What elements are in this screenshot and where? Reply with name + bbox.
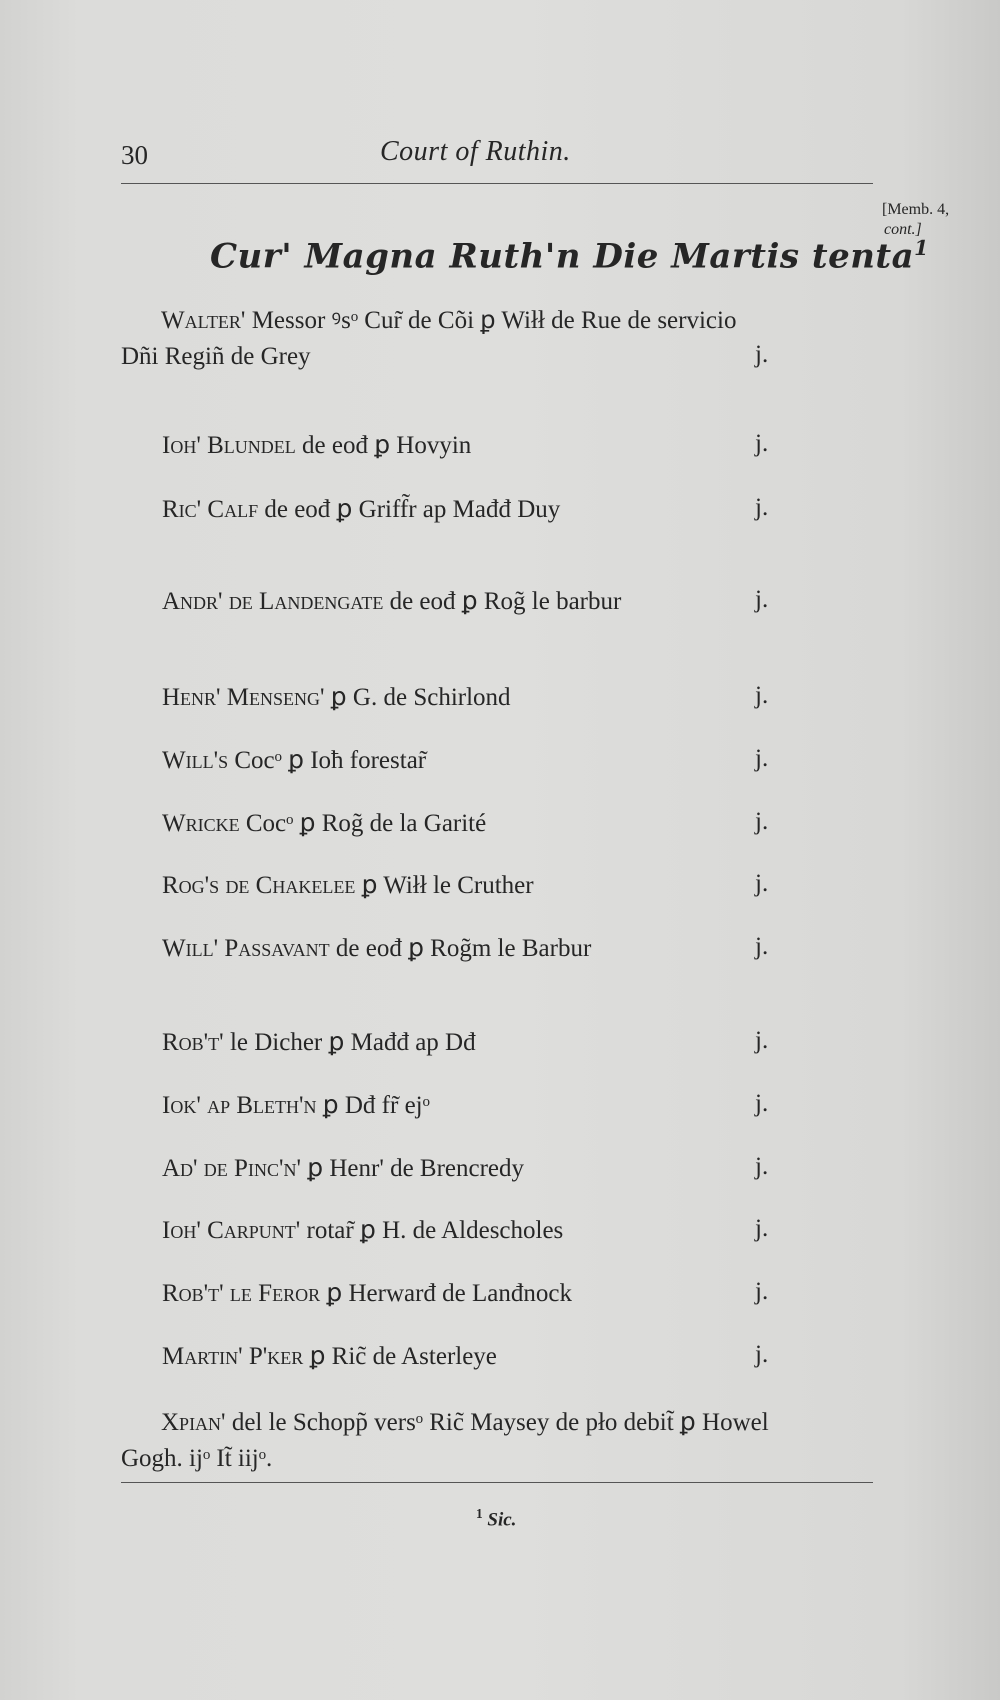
entry-mark: j.: [755, 1278, 769, 1305]
entry-row: Rog's de Chakelee ꝑ Wiłł le Cruther: [162, 872, 534, 899]
entry-row: Ad' de Pinc'n' ꝑ Henr' de Brencredy: [162, 1155, 525, 1182]
margin-note-line1: [Memb. 4,: [882, 201, 950, 218]
closing-line1: [121, 1405, 877, 1441]
entry-row: Will' Passavant de eođ ꝑ Rog̃m le Barbur: [162, 935, 592, 962]
margin-note-line2: cont.]: [884, 221, 922, 238]
opening-mark: j.: [755, 341, 769, 368]
entry-mark: j.: [755, 430, 769, 457]
header-rule: [121, 183, 873, 184]
page-number: 30: [121, 140, 148, 170]
closing-name: Xpian': [161, 1409, 226, 1436]
entry-mark: j.: [755, 1153, 769, 1180]
running-title: Court of Ruthin.: [380, 136, 571, 167]
entry-mark: j.: [755, 745, 769, 772]
entry-row: Ioh' Blundel de eođ ꝑ Hovyin: [162, 432, 472, 459]
margin-note: [882, 200, 949, 240]
entry-mark: j.: [755, 682, 769, 709]
entry-mark: j.: [755, 586, 769, 613]
opening-line2: Dñi Regiñ de Grey: [121, 343, 311, 370]
entry-mark: j.: [755, 933, 769, 960]
closing-text: del le Schopp̃ versᵒ Ric̃ Maysey de pło debit̃ ꝑ Howel: [231, 1409, 769, 1436]
entry-row: Rob't' le Dicher ꝑ Mađđ ap Dđ: [162, 1029, 476, 1056]
entry-row: Ric' Calf de eođ ꝑ Griff̃r ap Mađđ Duy: [162, 496, 561, 523]
entry-row: Ioh' Carpunt' rotar̃ ꝑ H. de Aldescholes: [162, 1217, 564, 1244]
opening-name: Walter': [161, 307, 246, 334]
entry-row: Wricke Cocᵒ ꝑ Rog̃ de la Garité: [162, 810, 487, 837]
entry-mark: j.: [755, 870, 769, 897]
entry-mark: j.: [755, 1341, 769, 1368]
heading-text: Cur' Magna Ruth'n Die Martis tenta: [210, 236, 915, 277]
opening-line1: [121, 303, 877, 339]
entry-row: Will's Cocᵒ ꝑ Ioħ forestar̃: [162, 747, 427, 774]
entry-row: Henr' Menseng' ꝑ G. de Schirlond: [162, 684, 511, 711]
heading-footnote-mark: 1: [914, 236, 929, 260]
entry-row: Andr' de Landengate de eođ ꝑ Rog̃ le barbur: [162, 588, 622, 615]
entry-mark: j.: [755, 1090, 769, 1117]
entry-mark: j.: [755, 1027, 769, 1054]
footnote: [476, 1506, 516, 1531]
footnote-text: Sic.: [487, 1509, 517, 1531]
entry-row: Iok' ap Bleth'n ꝑ Dđ fr̃ ejᵒ: [162, 1092, 430, 1119]
entry-mark: j.: [755, 808, 769, 835]
section-heading: [210, 236, 929, 276]
entry-mark: j.: [755, 1215, 769, 1242]
footnote-rule: [121, 1482, 873, 1483]
entry-mark: j.: [755, 494, 769, 521]
entry-row: Martin' P'ker ꝑ Ric̃ de Asterleye: [162, 1343, 497, 1370]
closing-paragraph: [121, 1405, 877, 1477]
entry-row: Rob't' le Feror ꝑ Herwarđ de Lanđnock: [162, 1280, 572, 1307]
footnote-mark: 1: [476, 1506, 483, 1521]
opening-text: Messor ꝰsᵒ Cur̃ de Cõi ꝑ Wiłł de Rue de servicio: [251, 307, 737, 334]
closing-line2: Gogh. ijᵒ It̃ iijᵒ.: [121, 1445, 273, 1472]
